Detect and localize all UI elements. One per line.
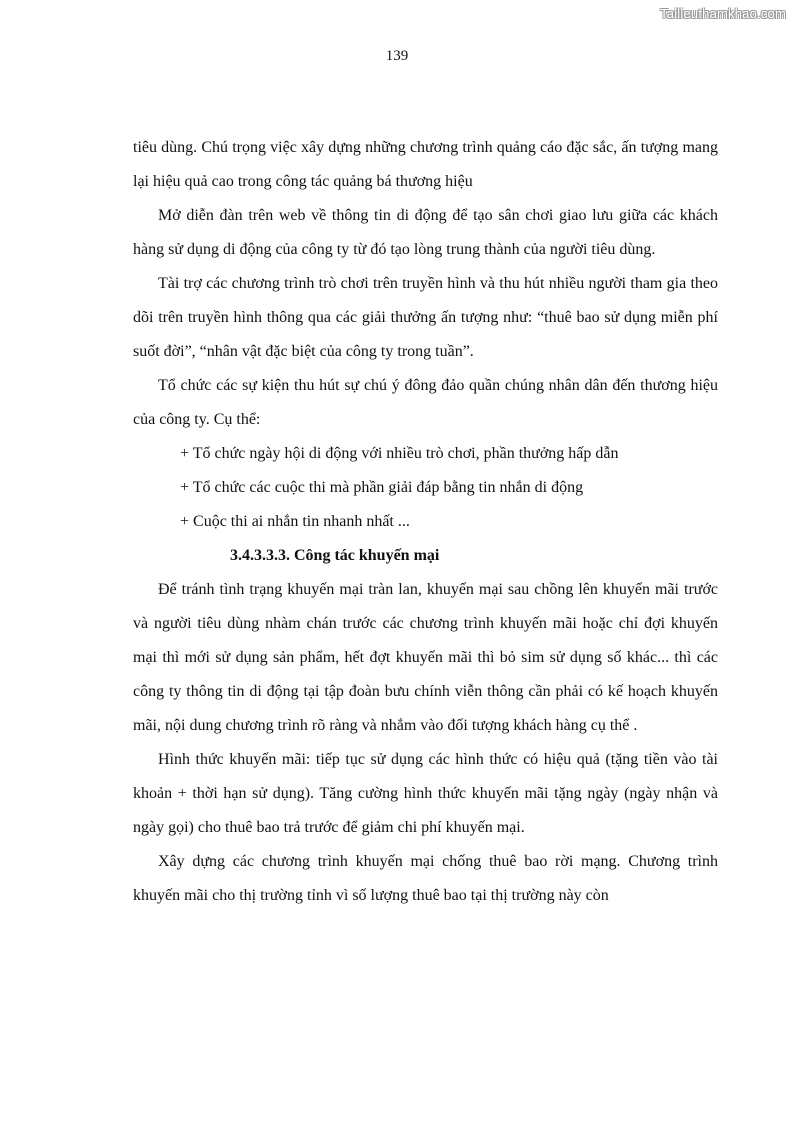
watermark-text: Tailieuthamkhao.com: [660, 6, 786, 21]
paragraph-tv-sponsorship: Tài trợ các chương trình trò chơi trên truyền hình và thu hút nhiều người tham gia theo dõi trên truyền hình thông qua các giải thưởng ấn tượng như: “thuê bao sử dụng miễn phí suốt đời”, “nhân vật đặc biệt của công ty trong tuần”.: [133, 275, 718, 360]
paragraph-web-forum: Mở diễn đàn trên web về thông tin di động để tạo sân chơi giao lưu giữa các khách hàng sử dụng di động của công ty từ đó tạo lòng trung thành của người tiêu dùng.: [133, 207, 718, 258]
bullet-item: + Cuộc thi ai nhắn tin nhanh nhất ...: [180, 513, 410, 530]
paragraph-promotion-overview: Để tránh tình trạng khuyến mại tràn lan, khuyến mại sau chồng lên khuyến mãi trước và người tiêu dùng nhàm chán trước các chương trình khuyến mãi hoặc chỉ đợi khuyến mại thì mới sử dụng sản phẩm, hết đợt khuyến mãi thì bỏ sim sử dụng số khác... thì các công ty thông tin di động tại tập đoàn bưu chính viễn thông cần phải có kế hoạch khuyến mãi, nội dung chương trình rõ ràng và nhắm vào đối tượng khách hàng cụ thể .: [133, 581, 718, 734]
paragraph-continuation: tiêu dùng. Chú trọng việc xây dựng những chương trình quảng cáo đặc sắc, ấn tượng mang lại hiệu quả cao trong công tác quảng bá thương hiệu: [133, 139, 718, 190]
bullet-item: + Tổ chức các cuộc thi mà phần giải đáp bằng tin nhắn di động: [180, 479, 584, 496]
paragraph-promotion-forms: Hình thức khuyến mãi: tiếp tục sử dụng các hình thức có hiệu quả (tặng tiền vào tài khoản + thời hạn sử dụng). Tăng cường hình thức khuyến mãi tặng ngày (ngày nhận và ngày gọi) cho thuê bao trả trước để giảm chi phí khuyến mại.: [133, 751, 718, 836]
document-body: [133, 131, 718, 913]
section-heading: 3.4.3.3.3. Công tác khuyến mại: [230, 547, 440, 564]
page-number: 139: [385, 48, 409, 64]
bullet-item: + Tổ chức ngày hội di động với nhiều trò chơi, phần thưởng hấp dẫn: [180, 445, 619, 462]
paragraph-events: Tổ chức các sự kiện thu hút sự chú ý đông đảo quần chúng nhân dân đến thương hiệu của công ty. Cụ thể:: [133, 377, 718, 428]
paragraph-churn-programs: Xây dựng các chương trình khuyến mại chống thuê bao rời mạng. Chương trình khuyến mãi cho thị trường tỉnh vì số lượng thuê bao tại thị trường này còn: [133, 853, 718, 904]
